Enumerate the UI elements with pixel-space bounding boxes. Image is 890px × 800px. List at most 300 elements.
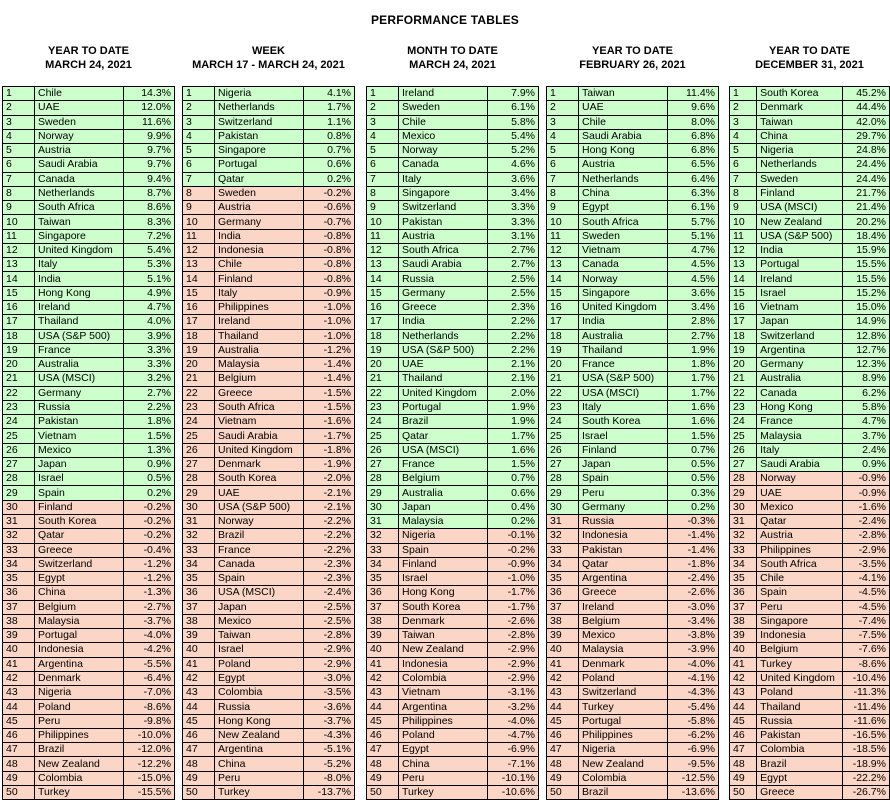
return-cell: -3.2% (488, 700, 539, 714)
table-row (547, 400, 719, 414)
rank-cell: 44 (547, 700, 579, 714)
table-row (367, 443, 539, 457)
return-cell: 3.3% (488, 215, 539, 229)
country-cell: Peru (579, 486, 668, 500)
return-cell: -2.1% (304, 486, 355, 500)
table-row (730, 686, 890, 700)
return-cell: 14.9% (843, 315, 890, 329)
country-cell: South Africa (215, 400, 304, 414)
rank-cell: 42 (367, 671, 399, 685)
country-cell: Thailand (215, 329, 304, 343)
table-row (547, 172, 719, 186)
panel-ytd-mar24 (2, 44, 175, 800)
rank-cell: 36 (3, 586, 35, 600)
table-row (367, 557, 539, 571)
country-cell: Switzerland (579, 686, 668, 700)
rank-cell: 17 (3, 315, 35, 329)
rank-cell: 28 (547, 472, 579, 486)
table-row (547, 700, 719, 714)
table-row (183, 600, 355, 614)
country-cell: Sweden (399, 101, 488, 115)
rank-cell: 17 (730, 315, 757, 329)
table-row (730, 614, 890, 628)
table-row (730, 215, 890, 229)
rank-cell: 26 (730, 443, 757, 457)
return-cell: -1.2% (124, 572, 175, 586)
return-cell: 4.6% (488, 158, 539, 172)
return-cell: 9.7% (124, 158, 175, 172)
return-cell: 0.5% (668, 472, 719, 486)
country-cell: Germany (579, 500, 668, 514)
table-row (367, 172, 539, 186)
table-row (547, 629, 719, 643)
table-row (183, 101, 355, 115)
table-row (3, 757, 175, 771)
rank-cell: 5 (547, 144, 579, 158)
table-row (3, 543, 175, 557)
table-row (3, 315, 175, 329)
table-row (730, 286, 890, 300)
country-cell: Turkey (579, 700, 668, 714)
table-row (183, 229, 355, 243)
rank-cell: 2 (367, 101, 399, 115)
rank-cell: 19 (367, 343, 399, 357)
rank-cell: 32 (547, 529, 579, 543)
rank-cell: 47 (3, 743, 35, 757)
rank-cell: 18 (183, 329, 215, 343)
country-cell: United Kingdom (579, 300, 668, 314)
return-cell: -2.6% (488, 614, 539, 628)
country-cell: Chile (579, 115, 668, 129)
rank-cell: 29 (547, 486, 579, 500)
rank-cell: 23 (367, 400, 399, 414)
rank-cell: 2 (730, 101, 757, 115)
table-row (367, 101, 539, 115)
rank-cell: 49 (730, 771, 757, 785)
table-row (730, 300, 890, 314)
return-cell: 0.5% (668, 457, 719, 471)
country-cell: Hong Kong (35, 286, 124, 300)
return-cell: -0.8% (304, 258, 355, 272)
return-cell: -3.5% (304, 686, 355, 700)
country-cell: Belgium (35, 600, 124, 614)
country-cell: Egypt (757, 771, 843, 785)
return-cell: 12.7% (843, 343, 890, 357)
country-cell: Turkey (757, 657, 843, 671)
rank-cell: 39 (183, 629, 215, 643)
table-row (3, 786, 175, 800)
return-cell: -2.5% (304, 600, 355, 614)
country-cell: Greece (579, 586, 668, 600)
country-cell: South Korea (579, 415, 668, 429)
table-row (547, 557, 719, 571)
rank-cell: 38 (183, 614, 215, 628)
country-cell: Philippines (579, 728, 668, 742)
table-row (547, 529, 719, 543)
country-cell: Australia (579, 329, 668, 343)
rank-cell: 47 (547, 743, 579, 757)
rank-cell: 13 (367, 258, 399, 272)
country-cell: Saudi Arabia (35, 158, 124, 172)
table-row (730, 115, 890, 129)
table-row (3, 671, 175, 685)
return-cell: -2.8% (304, 629, 355, 643)
rank-cell: 12 (547, 243, 579, 257)
return-cell: 6.1% (488, 101, 539, 115)
rank-cell: 26 (547, 443, 579, 457)
return-cell: -10.1% (488, 771, 539, 785)
table-row (3, 87, 175, 101)
return-cell: -2.1% (304, 500, 355, 514)
rank-cell: 37 (3, 600, 35, 614)
country-cell: Nigeria (35, 686, 124, 700)
country-cell: Vietnam (35, 429, 124, 443)
rank-cell: 48 (547, 757, 579, 771)
rank-cell: 38 (730, 614, 757, 628)
country-cell: Ireland (579, 600, 668, 614)
return-cell: 9.9% (124, 129, 175, 143)
rank-cell: 20 (3, 358, 35, 372)
rank-cell: 18 (3, 329, 35, 343)
table-row (730, 629, 890, 643)
country-cell: Philippines (215, 300, 304, 314)
rank-cell: 42 (183, 671, 215, 685)
return-cell: -3.8% (668, 629, 719, 643)
rank-cell: 31 (730, 514, 757, 528)
return-cell: -3.5% (843, 557, 890, 571)
country-cell: Canada (757, 386, 843, 400)
return-cell: 42.0% (843, 115, 890, 129)
country-cell: Taiwan (399, 629, 488, 643)
return-cell: 6.2% (843, 386, 890, 400)
rank-cell: 22 (367, 386, 399, 400)
rank-cell: 1 (730, 87, 757, 101)
country-cell: Pakistan (399, 215, 488, 229)
table-row (730, 572, 890, 586)
country-cell: Russia (399, 272, 488, 286)
country-cell: Nigeria (215, 87, 304, 101)
rank-cell: 13 (183, 258, 215, 272)
table-row (3, 243, 175, 257)
rank-cell: 40 (730, 643, 757, 657)
return-cell: 3.9% (124, 329, 175, 343)
table-row (547, 657, 719, 671)
return-cell: -2.8% (488, 629, 539, 643)
table-row (547, 486, 719, 500)
table-row (183, 457, 355, 471)
rank-cell: 37 (367, 600, 399, 614)
country-cell: Argentina (215, 743, 304, 757)
return-cell: -0.2% (124, 514, 175, 528)
country-cell: Italy (757, 443, 843, 457)
rank-cell: 46 (730, 728, 757, 742)
rank-cell: 19 (730, 343, 757, 357)
return-cell: 1.9% (668, 343, 719, 357)
country-cell: Netherlands (757, 158, 843, 172)
table-row (547, 786, 719, 800)
table-row (547, 757, 719, 771)
country-cell: Canada (399, 158, 488, 172)
country-cell: Portugal (215, 158, 304, 172)
return-cell: -12.2% (124, 757, 175, 771)
table-row (367, 415, 539, 429)
table-row (3, 643, 175, 657)
table-row (183, 300, 355, 314)
rank-cell: 41 (730, 657, 757, 671)
return-cell: -10.0% (124, 728, 175, 742)
panel-week (182, 44, 355, 800)
table-row (547, 115, 719, 129)
country-cell: UAE (35, 101, 124, 115)
rank-cell: 47 (367, 743, 399, 757)
return-cell: 5.1% (668, 229, 719, 243)
return-cell: -18.9% (843, 757, 890, 771)
table-row (547, 186, 719, 200)
rank-cell: 27 (547, 457, 579, 471)
rank-cell: 27 (183, 457, 215, 471)
rank-cell: 35 (730, 572, 757, 586)
rank-cell: 39 (547, 629, 579, 643)
country-cell: USA (S&P 500) (757, 229, 843, 243)
return-cell: 0.2% (304, 172, 355, 186)
country-cell: Belgium (215, 372, 304, 386)
table-row (547, 472, 719, 486)
country-cell: Hong Kong (757, 400, 843, 414)
country-cell: Qatar (215, 172, 304, 186)
country-cell: Spain (579, 472, 668, 486)
page-title: PERFORMANCE TABLES (370, 13, 520, 27)
table-row (547, 572, 719, 586)
table-row (547, 258, 719, 272)
return-cell: -10.4% (843, 671, 890, 685)
return-cell: -2.4% (668, 572, 719, 586)
rank-cell: 25 (3, 429, 35, 443)
return-cell: 1.6% (668, 400, 719, 414)
table-row (3, 457, 175, 471)
rank-cell: 41 (367, 657, 399, 671)
country-cell: UAE (757, 486, 843, 500)
rank-cell: 41 (547, 657, 579, 671)
table-row (183, 572, 355, 586)
country-cell: Japan (215, 600, 304, 614)
panel-heading-period: YEAR TO DATE (769, 45, 850, 57)
country-cell: India (579, 315, 668, 329)
country-cell: United Kingdom (35, 243, 124, 257)
table-row (367, 657, 539, 671)
rank-cell: 24 (367, 415, 399, 429)
rank-cell: 29 (730, 486, 757, 500)
rank-cell: 39 (367, 629, 399, 643)
return-cell: -2.4% (843, 514, 890, 528)
table-row (3, 215, 175, 229)
rank-cell: 45 (367, 714, 399, 728)
rank-cell: 18 (730, 329, 757, 343)
country-cell: Argentina (757, 343, 843, 357)
rank-cell: 35 (3, 572, 35, 586)
table-row (3, 358, 175, 372)
rank-cell: 25 (547, 429, 579, 443)
return-cell: -1.5% (304, 400, 355, 414)
return-cell: -7.4% (843, 614, 890, 628)
country-cell: New Zealand (399, 643, 488, 657)
panel-heading-date: MARCH 17 - MARCH 24, 2021 (192, 59, 345, 71)
panel-heading-period: YEAR TO DATE (592, 45, 673, 57)
table-row (547, 429, 719, 443)
return-cell: 0.7% (668, 443, 719, 457)
return-cell: 6.4% (668, 172, 719, 186)
return-cell: 1.8% (124, 415, 175, 429)
rank-cell: 9 (3, 201, 35, 215)
return-cell: 1.6% (488, 443, 539, 457)
table-row (367, 686, 539, 700)
return-cell: -8.6% (843, 657, 890, 671)
return-cell: -0.2% (304, 186, 355, 200)
country-cell: Portugal (35, 629, 124, 643)
panel-heading-period: WEEK (252, 45, 285, 57)
table-row (183, 172, 355, 186)
panel-header (546, 44, 719, 86)
table-row (3, 586, 175, 600)
return-cell: 2.2% (488, 329, 539, 343)
return-cell: -5.4% (668, 700, 719, 714)
country-cell: Portugal (399, 400, 488, 414)
country-cell: Israel (399, 572, 488, 586)
rank-cell: 45 (3, 714, 35, 728)
table-row (367, 272, 539, 286)
table-row (730, 129, 890, 143)
return-cell: -1.6% (304, 415, 355, 429)
table-row (547, 144, 719, 158)
table-row (367, 243, 539, 257)
rank-cell: 18 (367, 329, 399, 343)
rank-cell: 7 (730, 172, 757, 186)
country-cell: Peru (215, 771, 304, 785)
country-cell: Mexico (579, 629, 668, 643)
panel-heading-period: MONTH TO DATE (407, 45, 498, 57)
country-cell: Pakistan (757, 728, 843, 742)
table-row (183, 443, 355, 457)
return-cell: -0.9% (304, 286, 355, 300)
country-cell: Sweden (35, 115, 124, 129)
rank-cell: 14 (367, 272, 399, 286)
country-cell: Thailand (35, 315, 124, 329)
country-cell: Thailand (757, 700, 843, 714)
country-cell: Germany (35, 386, 124, 400)
country-cell: Malaysia (35, 614, 124, 628)
return-cell: -13.6% (668, 786, 719, 800)
table-row (183, 372, 355, 386)
return-cell: 18.4% (843, 229, 890, 243)
rank-cell: 33 (183, 543, 215, 557)
return-cell: 0.9% (124, 457, 175, 471)
rank-cell: 10 (183, 215, 215, 229)
return-cell: 2.7% (124, 386, 175, 400)
rank-cell: 4 (547, 129, 579, 143)
return-cell: -2.6% (668, 586, 719, 600)
table-row (547, 215, 719, 229)
rank-cell: 21 (730, 372, 757, 386)
table-row (547, 600, 719, 614)
rank-cell: 34 (183, 557, 215, 571)
rank-cell: 21 (547, 372, 579, 386)
table-row (367, 215, 539, 229)
return-cell: -3.7% (304, 714, 355, 728)
country-cell: Netherlands (579, 172, 668, 186)
rank-cell: 13 (547, 258, 579, 272)
return-cell: -7.0% (124, 686, 175, 700)
country-cell: Denmark (215, 457, 304, 471)
return-cell: 4.1% (304, 87, 355, 101)
rank-cell: 2 (183, 101, 215, 115)
return-cell: -8.6% (124, 700, 175, 714)
table-row (367, 201, 539, 215)
table-row (183, 614, 355, 628)
table-row (367, 400, 539, 414)
table-row (3, 529, 175, 543)
rank-cell: 41 (3, 657, 35, 671)
return-cell: -5.8% (668, 714, 719, 728)
country-cell: Malaysia (757, 429, 843, 443)
rank-cell: 50 (3, 786, 35, 800)
country-cell: Singapore (35, 229, 124, 243)
country-cell: India (35, 272, 124, 286)
return-cell: -12.5% (668, 771, 719, 785)
rank-cell: 37 (730, 600, 757, 614)
return-cell: -11.6% (843, 714, 890, 728)
table-row (367, 743, 539, 757)
country-cell: Pakistan (35, 415, 124, 429)
return-cell: -1.4% (668, 529, 719, 543)
rank-cell: 40 (183, 643, 215, 657)
table-row (730, 728, 890, 742)
country-cell: Australia (215, 343, 304, 357)
return-cell: -8.0% (304, 771, 355, 785)
table-row (367, 671, 539, 685)
table-row (547, 671, 719, 685)
rank-cell: 3 (367, 115, 399, 129)
table-row (547, 101, 719, 115)
rank-cell: 26 (3, 443, 35, 457)
table-row (367, 315, 539, 329)
country-cell: South Korea (399, 600, 488, 614)
rank-cell: 5 (183, 144, 215, 158)
table-row (3, 258, 175, 272)
table-row (730, 743, 890, 757)
country-cell: France (757, 415, 843, 429)
country-cell: Chile (215, 258, 304, 272)
return-cell: -1.4% (668, 543, 719, 557)
return-cell: -1.4% (304, 372, 355, 386)
rank-cell: 3 (3, 115, 35, 129)
return-cell: 8.6% (124, 201, 175, 215)
return-cell: -1.6% (843, 500, 890, 514)
rank-cell: 44 (183, 700, 215, 714)
return-cell: 20.2% (843, 215, 890, 229)
country-cell: Russia (35, 400, 124, 414)
rank-cell: 30 (183, 500, 215, 514)
return-cell: -5.2% (304, 757, 355, 771)
table-row (3, 115, 175, 129)
rank-cell: 26 (367, 443, 399, 457)
country-cell: Qatar (579, 557, 668, 571)
country-cell: UAE (399, 358, 488, 372)
rank-cell: 28 (730, 472, 757, 486)
country-cell: USA (S&P 500) (35, 329, 124, 343)
rank-cell: 27 (3, 457, 35, 471)
rank-cell: 4 (3, 129, 35, 143)
country-cell: Italy (35, 258, 124, 272)
return-cell: 24.4% (843, 158, 890, 172)
